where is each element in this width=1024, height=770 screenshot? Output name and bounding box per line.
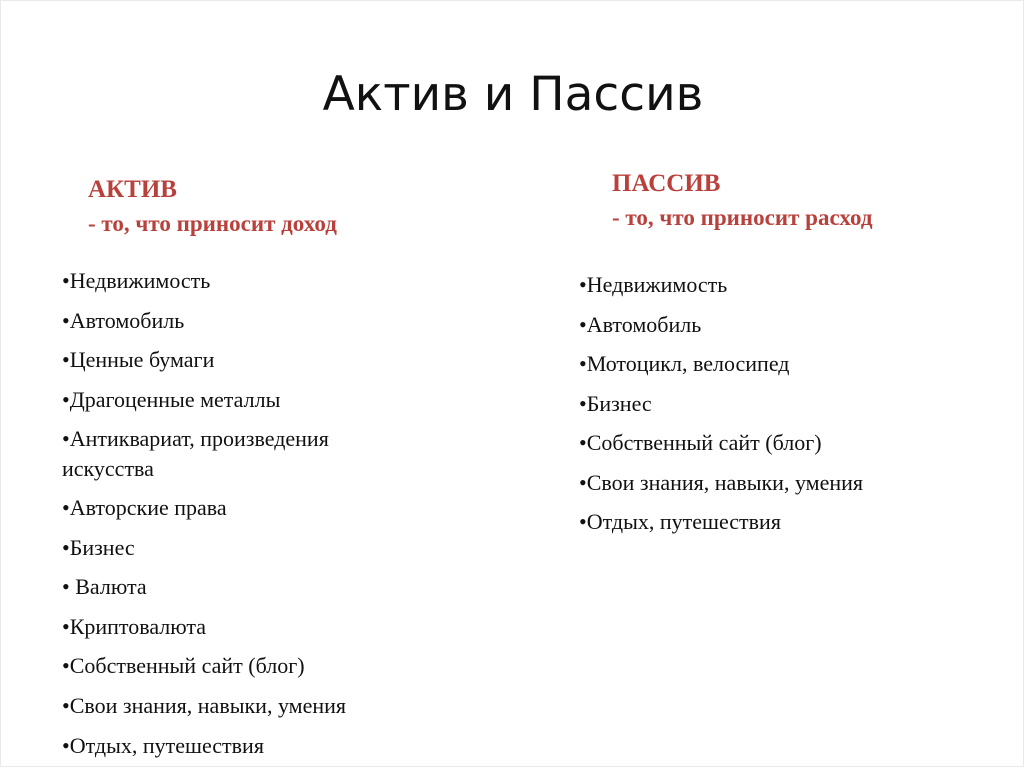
list-item: •Недвижимость [579,272,728,297]
liability-subheading: - то, что приносит расход [612,205,873,230]
asset-list [62,266,462,770]
list-item: •Авторские права [62,494,227,520]
list-item: •Бизнес [62,534,135,560]
list-item: •Собственный сайт (блог) [62,653,305,679]
asset-header [88,173,337,241]
list-item: •Собственный сайт (блог) [579,430,822,455]
list-item: •Драгоценные металлы [62,386,281,412]
list-item: •Автомобиль [579,311,702,337]
list-item: •Автомобиль [62,307,185,333]
slide-title: Актив и Пассив [322,67,704,122]
list-item: •Ценные бумаги [62,347,215,373]
list-item: •Отдых, путешествия [62,732,264,758]
list-item: •Бизнес [579,390,652,416]
list-item: •Свои знания, навыки, умения [579,469,864,495]
list-item: •Мотоцикл, велосипед [579,351,790,376]
list-item: •Отдых, путешествия [579,509,781,534]
list-item: •Антиквариат, произведения искусства [62,426,329,481]
list-item: •Недвижимость [62,268,211,293]
liability-header [612,167,872,235]
liability-list [579,270,999,547]
list-item: •Криптовалюта [62,613,207,639]
asset-heading: АКТИВ [88,176,177,203]
liability-heading: ПАССИВ [612,170,721,197]
list-item: •Свои знания, навыки, умения [62,692,347,718]
asset-subheading: - то, что приносит доход [88,211,337,236]
list-item: • Валюта [62,574,147,600]
